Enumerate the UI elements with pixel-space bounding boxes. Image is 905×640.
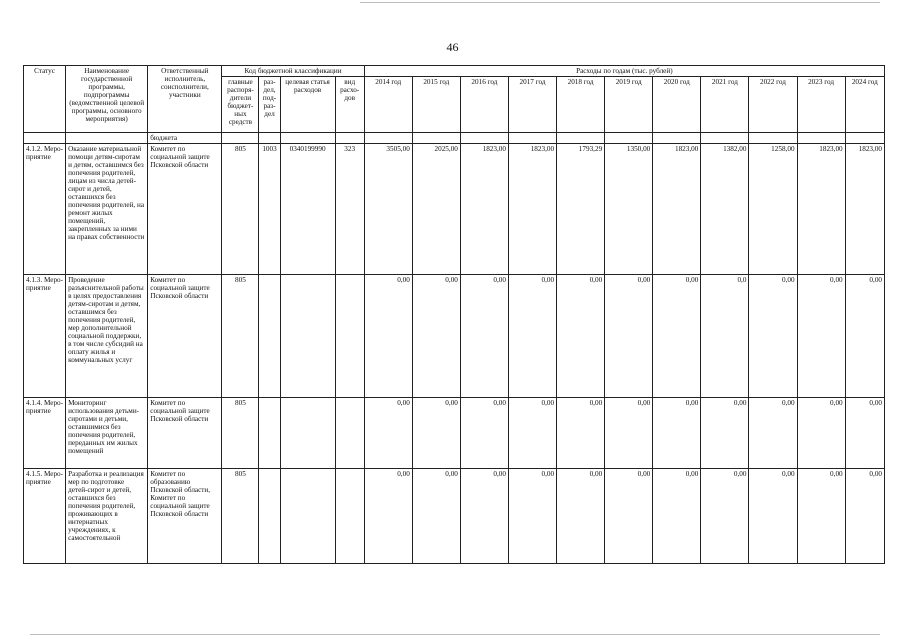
page-number: 46 bbox=[446, 40, 459, 54]
row-value: 0,00 bbox=[412, 275, 460, 398]
row-rzpr bbox=[259, 275, 280, 398]
year-header: 2019 год bbox=[605, 77, 653, 133]
row-value: 0,00 bbox=[749, 469, 797, 564]
row-value: 2025,00 bbox=[412, 144, 460, 275]
row-value: 0,00 bbox=[364, 398, 412, 469]
table-row bbox=[24, 398, 885, 469]
row-value: 0,00 bbox=[653, 469, 701, 564]
row-vr bbox=[335, 469, 364, 564]
row-value: 0,00 bbox=[412, 469, 460, 564]
row-value: 0,00 bbox=[460, 275, 508, 398]
row-value: 0,00 bbox=[797, 469, 845, 564]
row-responsible: Комитет по социальной защите Псковской области bbox=[148, 398, 222, 469]
row-name: Проведение разъяснительной работы в целях предоставления детям-сиротам и детям, оставшимся без попечения родителей, мер дополнительной социальной поддержки, в том числе субсидий на оплату жилья и коммунальных услуг bbox=[66, 275, 148, 398]
row-name: Оказание материальной помощи детям-сиротам и детям, оставшимся без попечения родителей, лицам из числа детей-сирот и детей, оставшихся без попечения родителей, на ремонт жилых помещений, закрепленных за ними на правах собственности bbox=[66, 144, 148, 275]
year-header: 2023 год bbox=[797, 77, 845, 133]
year-header: 2016 год bbox=[460, 77, 508, 133]
col-rzpr-header: раз-дел, под-раз-дел bbox=[259, 77, 280, 133]
row-value: 0,00 bbox=[508, 275, 556, 398]
row-status: 4.1.5. Меро-приятие bbox=[24, 469, 66, 564]
row-value: 3505,00 bbox=[364, 144, 412, 275]
budget-word-row bbox=[24, 133, 885, 144]
col-csr-header: целевая статья расходов bbox=[280, 77, 335, 133]
budget-word: бюджета bbox=[148, 133, 222, 144]
row-vr: 323 bbox=[335, 144, 364, 275]
row-value: 0,00 bbox=[797, 398, 845, 469]
scan-artifact-top bbox=[360, 2, 880, 3]
col-budget-code-header: Код бюджетной классификации bbox=[222, 66, 364, 77]
row-value: 0,00 bbox=[508, 398, 556, 469]
row-grbs: 805 bbox=[222, 275, 259, 398]
row-value: 1793,29 bbox=[557, 144, 605, 275]
row-value: 1823,00 bbox=[460, 144, 508, 275]
row-value: 0,00 bbox=[845, 275, 884, 398]
row-status: 4.1.2. Меро-приятие bbox=[24, 144, 66, 275]
year-header: 2020 год bbox=[653, 77, 701, 133]
row-csr bbox=[280, 398, 335, 469]
row-value: 0,00 bbox=[605, 275, 653, 398]
year-header: 2014 год bbox=[364, 77, 412, 133]
row-status: 4.1.3. Меро-приятие bbox=[24, 275, 66, 398]
row-rzpr bbox=[259, 398, 280, 469]
year-header: 2017 год bbox=[508, 77, 556, 133]
col-vr-header: вид расхо-дов bbox=[335, 77, 364, 133]
scan-artifact-bottom bbox=[30, 634, 880, 635]
row-value: 0,00 bbox=[749, 398, 797, 469]
row-grbs: 805 bbox=[222, 398, 259, 469]
col-name-header: Наименование государственной программы, подпрограммы (ведомственной целевой программы, основного мероприятия) bbox=[66, 66, 148, 133]
row-name: Разработка и реализация мер по подготовке детей-сирот и детей, оставшихся без попечения родителей, проживающих в интернатных учреждениях, к самостоятельной bbox=[66, 469, 148, 564]
row-value: 0,00 bbox=[508, 469, 556, 564]
row-value: 0,00 bbox=[701, 398, 749, 469]
row-grbs: 805 bbox=[222, 144, 259, 275]
row-value: 0,00 bbox=[797, 275, 845, 398]
col-status-header: Статус bbox=[24, 66, 66, 133]
row-value: 0,00 bbox=[557, 469, 605, 564]
year-header: 2024 год bbox=[845, 77, 884, 133]
row-value: 0,00 bbox=[412, 398, 460, 469]
row-value: 0,00 bbox=[845, 398, 884, 469]
row-value: 1350,00 bbox=[605, 144, 653, 275]
row-value: 1823,00 bbox=[508, 144, 556, 275]
header-row-1 bbox=[24, 66, 885, 77]
row-grbs: 805 bbox=[222, 469, 259, 564]
row-responsible: Комитет по социальной защите Псковской области bbox=[148, 275, 222, 398]
row-value: 0,00 bbox=[557, 275, 605, 398]
table-row bbox=[24, 144, 885, 275]
expenses-table bbox=[23, 65, 885, 564]
year-header: 2018 год bbox=[557, 77, 605, 133]
col-grbs-header: главные распоря-дители бюджет-ных средств bbox=[222, 77, 259, 133]
row-value: 1258,00 bbox=[749, 144, 797, 275]
row-csr bbox=[280, 469, 335, 564]
row-value: 0,00 bbox=[749, 275, 797, 398]
row-value: 0,00 bbox=[845, 469, 884, 564]
table-row bbox=[24, 469, 885, 564]
row-csr: 0340199990 bbox=[280, 144, 335, 275]
row-value: 0,00 bbox=[364, 469, 412, 564]
col-responsible-header: Ответственный исполнитель, соисполнители, участники bbox=[148, 66, 222, 133]
row-value: 1823,00 bbox=[653, 144, 701, 275]
row-value: 0,00 bbox=[460, 469, 508, 564]
row-value: 0,00 bbox=[364, 275, 412, 398]
row-rzpr: 1003 bbox=[259, 144, 280, 275]
col-expenses-header: Расходы по годам (тыс. рублей) bbox=[364, 66, 884, 77]
row-value: 0,00 bbox=[605, 469, 653, 564]
row-value: 0,00 bbox=[605, 398, 653, 469]
row-value: 0,00 bbox=[653, 398, 701, 469]
row-value: 1823,00 bbox=[845, 144, 884, 275]
row-status: 4.1.4. Меро-приятие bbox=[24, 398, 66, 469]
table-row bbox=[24, 275, 885, 398]
row-responsible: Комитет по социальной защите Псковской области bbox=[148, 144, 222, 275]
row-csr bbox=[280, 275, 335, 398]
row-rzpr bbox=[259, 469, 280, 564]
row-vr bbox=[335, 398, 364, 469]
row-vr bbox=[335, 275, 364, 398]
row-value: 0,00 bbox=[701, 469, 749, 564]
row-value: 1823,00 bbox=[797, 144, 845, 275]
row-value: 0,0 bbox=[701, 275, 749, 398]
row-value: 0,00 bbox=[460, 398, 508, 469]
row-value: 0,00 bbox=[557, 398, 605, 469]
year-header: 2021 год bbox=[701, 77, 749, 133]
row-value: 1382,00 bbox=[701, 144, 749, 275]
row-responsible: Комитет по образованию Псковской области, Комитет по социальной защите Псковской области bbox=[148, 469, 222, 564]
year-header: 2022 год bbox=[749, 77, 797, 133]
year-header: 2015 год bbox=[412, 77, 460, 133]
row-value: 0,00 bbox=[653, 275, 701, 398]
row-name: Мониторинг использования детьми-сиротами и детьми, оставшимися без попечения родителей, переданных им жилых помещений bbox=[66, 398, 148, 469]
